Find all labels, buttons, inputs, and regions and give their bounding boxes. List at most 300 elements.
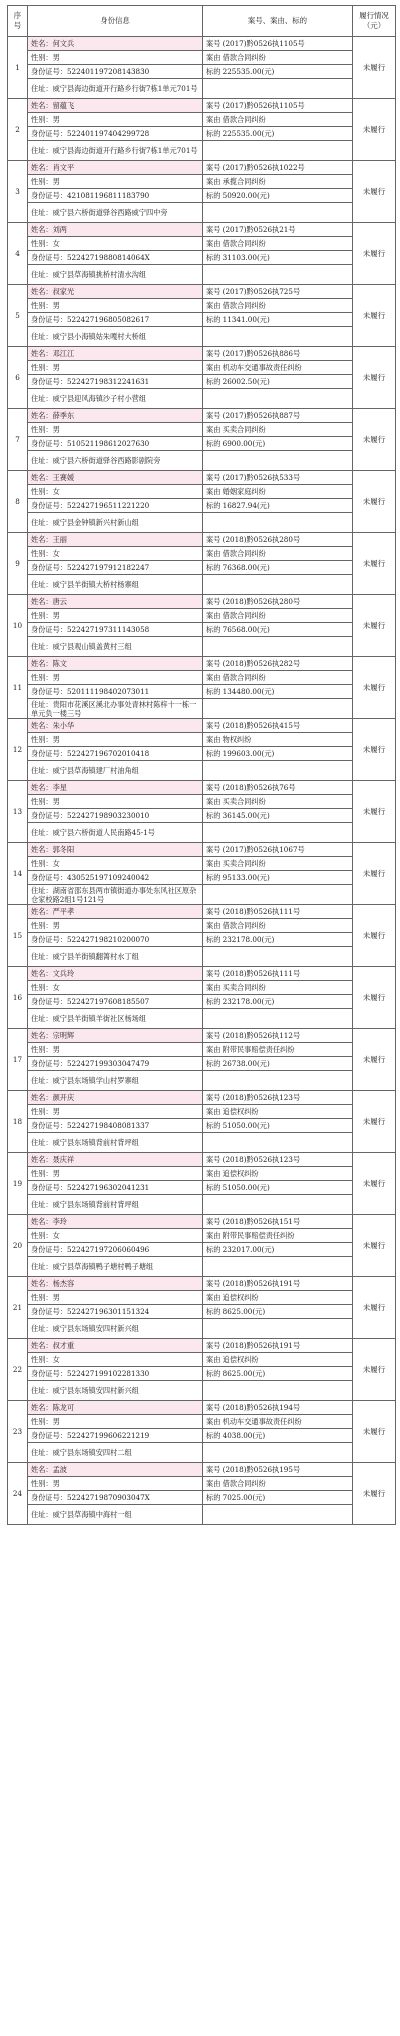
- header-case: 案号、案由、标的: [203, 6, 353, 37]
- record-status-cell: [353, 471, 396, 533]
- record-empty-cell: [203, 947, 353, 967]
- record-cause: 案由 承揽合同纠纷: [203, 175, 353, 189]
- record-case-number: 案号 (2017)黔0526执1105号: [203, 37, 353, 51]
- record-address: 住址：威宁县东场镇背前村背坪组: [28, 1195, 203, 1215]
- record-name: 姓名：杨杰容: [28, 1277, 203, 1291]
- record-row: [8, 1105, 396, 1119]
- record-cause: 案由 借款合同纠纷: [203, 919, 353, 933]
- record-id-number: 身份证号：522427198312241631: [28, 375, 203, 389]
- record-name: 姓名：叔家光: [28, 285, 203, 299]
- record-empty-cell: [203, 1009, 353, 1029]
- record-id-number: 身份证号：421081196811183790: [28, 189, 203, 203]
- record-status: 未履行: [362, 435, 386, 444]
- record-row: [8, 1195, 396, 1215]
- record-row: [8, 1243, 396, 1257]
- record-row: [8, 1029, 396, 1043]
- record-empty-cell: [203, 885, 353, 905]
- record-row: [8, 905, 396, 919]
- record-name: 姓名：严平孝: [28, 905, 203, 919]
- record-row: [8, 1043, 396, 1057]
- record-row: [8, 113, 396, 127]
- record-row: [8, 361, 396, 375]
- record-status: 未履行: [362, 497, 386, 506]
- record-case-number: 案号 (2017)黔0526执886号: [203, 347, 353, 361]
- record-empty-cell: [203, 1071, 353, 1091]
- record-cause: 案由 机动车交通事故责任纠纷: [203, 361, 353, 375]
- record-address: 住址：威宁县东场镇安四村新兴组: [28, 1381, 203, 1401]
- record-amount: 标的 76368.00(元): [203, 561, 353, 575]
- record-id-number: 身份证号：52242719870903047X: [28, 1491, 203, 1505]
- record-cause: 案由 买卖合同纠纷: [203, 857, 353, 871]
- record-status: 未履行: [362, 187, 386, 196]
- record-row: [8, 251, 396, 265]
- record-status-cell: [353, 657, 396, 719]
- record-row: [8, 857, 396, 871]
- record-cause: 案由 附带民事赔偿责任纠纷: [203, 1043, 353, 1057]
- record-row: [8, 1229, 396, 1243]
- record-row: [8, 285, 396, 299]
- record-row: [8, 1091, 396, 1105]
- record-seq: 17: [8, 1029, 28, 1091]
- record-cause: 案由 借款合同纠纷: [203, 299, 353, 313]
- record-name: 姓名：陈文: [28, 657, 203, 671]
- record-gender: 性别：男: [28, 1105, 203, 1119]
- record-name: 姓名：陈龙可: [28, 1401, 203, 1415]
- record-row: [8, 51, 396, 65]
- record-name: 姓名：留蕴飞: [28, 99, 203, 113]
- record-cause: 案由 婚姻家庭纠纷: [203, 485, 353, 499]
- record-status-cell: [353, 409, 396, 471]
- record-empty-cell: [203, 575, 353, 595]
- record-row: [8, 719, 396, 733]
- record-status-cell: [353, 223, 396, 285]
- record-cause: 案由 追偿权纠纷: [203, 1353, 353, 1367]
- record-row: [8, 37, 396, 51]
- record-id-number: 身份证号：522427196702010418: [28, 747, 203, 761]
- record-address: 住址：威宁县海边街道开行路乡行街7栋1单元701号: [28, 79, 203, 99]
- record-name: 姓名：肖文平: [28, 161, 203, 175]
- record-seq: 19: [8, 1153, 28, 1215]
- record-row: [8, 99, 396, 113]
- record-row: [8, 1477, 396, 1491]
- record-case-number: 案号 (2017)黔0526执21号: [203, 223, 353, 237]
- record-amount: 标的 36145.00(元): [203, 809, 353, 823]
- record-status-cell: [353, 1215, 396, 1277]
- record-cause: 案由 追偿权纠纷: [203, 1105, 353, 1119]
- record-gender: 性别：男: [28, 1167, 203, 1181]
- record-seq: 9: [8, 533, 28, 595]
- record-id-number: 身份证号：510521198612027630: [28, 437, 203, 451]
- record-row: [8, 637, 396, 657]
- record-status-cell: [353, 99, 396, 161]
- record-row: [8, 885, 396, 905]
- record-row: [8, 781, 396, 795]
- record-row: [8, 609, 396, 623]
- record-status-cell: [353, 285, 396, 347]
- header-info: 身份信息: [28, 6, 203, 37]
- record-row: [8, 1071, 396, 1091]
- record-status: 未履行: [362, 1489, 386, 1498]
- record-gender: 性别：男: [28, 423, 203, 437]
- record-row: [8, 981, 396, 995]
- record-cause: 案由 追偿权纠纷: [203, 1167, 353, 1181]
- record-address: 住址：威宁县东场镇安四村二组: [28, 1443, 203, 1463]
- record-case-number: 案号 (2018)黔0526执123号: [203, 1153, 353, 1167]
- record-case-number: 案号 (2017)黔0526执1105号: [203, 99, 353, 113]
- record-id-number: 身份证号：522427196302041231: [28, 1181, 203, 1195]
- record-name: 姓名：王赛媛: [28, 471, 203, 485]
- record-row: [8, 1133, 396, 1153]
- record-row: [8, 933, 396, 947]
- record-address: 住址：威宁县东场镇学山村罗寨组: [28, 1071, 203, 1091]
- record-row: [8, 79, 396, 99]
- record-cause: 案由 借款合同纠纷: [203, 1477, 353, 1491]
- record-address: 住址：威宁县东场镇安四村新兴组: [28, 1319, 203, 1339]
- record-seq: 11: [8, 657, 28, 719]
- record-empty-cell: [203, 1319, 353, 1339]
- record-address: 住址：威宁县羊街镇羊街社区杨场组: [28, 1009, 203, 1029]
- record-seq: 15: [8, 905, 28, 967]
- record-address: 住址：威宁县六桥街道驿谷西路威宁四中旁: [28, 203, 203, 223]
- record-empty-cell: [203, 513, 353, 533]
- record-address: 住址：威宁县六桥街道驿谷西路影剧院旁: [28, 451, 203, 471]
- record-amount: 标的 31103.00(元): [203, 251, 353, 265]
- record-case-number: 案号 (2018)黔0526执282号: [203, 657, 353, 671]
- record-seq: 4: [8, 223, 28, 285]
- record-amount: 标的 7025.00(元): [203, 1491, 353, 1505]
- record-name: 姓名：唐云: [28, 595, 203, 609]
- record-status: 未履行: [362, 249, 386, 258]
- record-status-cell: [353, 967, 396, 1029]
- record-status-cell: [353, 1277, 396, 1339]
- record-id-number: 身份证号：522427198903230010: [28, 809, 203, 823]
- record-name: 姓名：朱小华: [28, 719, 203, 733]
- record-status: 未履行: [362, 1055, 386, 1064]
- record-seq: 14: [8, 843, 28, 905]
- record-row: [8, 823, 396, 843]
- record-gender: 性别：男: [28, 1477, 203, 1491]
- record-empty-cell: [203, 823, 353, 843]
- record-empty-cell: [203, 1257, 353, 1277]
- record-name: 姓名：文兵玲: [28, 967, 203, 981]
- record-row: [8, 1381, 396, 1401]
- record-case-number: 案号 (2018)黔0526执111号: [203, 967, 353, 981]
- record-amount: 标的 26002.50(元): [203, 375, 353, 389]
- record-row: [8, 1181, 396, 1195]
- record-gender: 性别：男: [28, 51, 203, 65]
- record-status-cell: [353, 347, 396, 409]
- record-name: 姓名：薛季东: [28, 409, 203, 423]
- record-row: [8, 1057, 396, 1071]
- record-status: 未履行: [362, 869, 386, 878]
- record-row: [8, 65, 396, 79]
- record-gender: 性别：男: [28, 733, 203, 747]
- record-address: 住址：威宁县六桥街道人民南路45-1号: [28, 823, 203, 843]
- record-row: [8, 623, 396, 637]
- record-empty-cell: [203, 761, 353, 781]
- record-gender: 性别：女: [28, 1353, 203, 1367]
- record-status: 未履行: [362, 63, 386, 72]
- record-seq: 3: [8, 161, 28, 223]
- record-row: [8, 561, 396, 575]
- record-id-number: 身份证号：522427198408081337: [28, 1119, 203, 1133]
- record-address: 住址：威宁县草海镇鸭子塘村鸭子塘组: [28, 1257, 203, 1277]
- record-row: [8, 409, 396, 423]
- record-row: [8, 485, 396, 499]
- record-amount: 标的 11341.00(元): [203, 313, 353, 327]
- record-seq: 13: [8, 781, 28, 843]
- record-row: [8, 1401, 396, 1415]
- record-empty-cell: [203, 327, 353, 347]
- record-gender: 性别：男: [28, 671, 203, 685]
- record-row: [8, 747, 396, 761]
- record-status: 未履行: [362, 1241, 386, 1250]
- record-case-number: 案号 (2018)黔0526执415号: [203, 719, 353, 733]
- record-name: 姓名：何文兵: [28, 37, 203, 51]
- record-row: [8, 513, 396, 533]
- record-amount: 标的 95133.00(元): [203, 871, 353, 885]
- record-address: 住址：威宁县草海镇建厂村油角组: [28, 761, 203, 781]
- record-gender: 性别：女: [28, 485, 203, 499]
- record-gender: 性别：男: [28, 1291, 203, 1305]
- record-name: 姓名：孟波: [28, 1463, 203, 1477]
- record-amount: 标的 76568.00(元): [203, 623, 353, 637]
- record-row: [8, 1429, 396, 1443]
- record-empty-cell: [203, 451, 353, 471]
- record-amount: 标的 232178.00(元): [203, 933, 353, 947]
- header-row: [8, 6, 396, 37]
- record-empty-cell: [203, 1505, 353, 1525]
- record-gender: 性别：女: [28, 1229, 203, 1243]
- record-seq: 16: [8, 967, 28, 1029]
- record-empty-cell: [203, 1381, 353, 1401]
- record-address: 住址：威宁县羊街镇大桥村杨寨组: [28, 575, 203, 595]
- record-row: [8, 685, 396, 699]
- record-gender: 性别：男: [28, 795, 203, 809]
- record-address: 住址：威宁县草海镇中海村一组: [28, 1505, 203, 1525]
- record-amount: 标的 225535.00(元): [203, 127, 353, 141]
- record-status-cell: [353, 843, 396, 905]
- record-row: [8, 237, 396, 251]
- record-status-cell: [353, 1463, 396, 1525]
- record-seq: 12: [8, 719, 28, 781]
- record-status: 未履行: [362, 1365, 386, 1374]
- record-amount: 标的 4038.00(元): [203, 1429, 353, 1443]
- record-case-number: 案号 (2018)黔0526执123号: [203, 1091, 353, 1105]
- record-seq: 23: [8, 1401, 28, 1463]
- record-seq: 5: [8, 285, 28, 347]
- record-row: [8, 1353, 396, 1367]
- record-row: [8, 313, 396, 327]
- record-row: [8, 1443, 396, 1463]
- record-case-number: 案号 (2018)黔0526执280号: [203, 595, 353, 609]
- record-row: [8, 451, 396, 471]
- record-cause: 案由 借款合同纠纷: [203, 547, 353, 561]
- record-row: [8, 1009, 396, 1029]
- record-status: 未履行: [362, 125, 386, 134]
- record-case-number: 案号 (2018)黔0526执151号: [203, 1215, 353, 1229]
- record-seq: 20: [8, 1215, 28, 1277]
- record-empty-cell: [203, 79, 353, 99]
- record-row: [8, 1491, 396, 1505]
- record-row: [8, 1305, 396, 1319]
- record-row: [8, 671, 396, 685]
- record-id-number: 身份证号：522427196805082617: [28, 313, 203, 327]
- record-row: [8, 1339, 396, 1353]
- record-row: [8, 1367, 396, 1381]
- record-address: 住址：威宁县小海镇姑朱嘎村大桥组: [28, 327, 203, 347]
- record-cause: 案由 借款合同纠纷: [203, 237, 353, 251]
- record-address: 住址：湖南省邵东县两市镇街道办事处东风社区原杂仓家校路2组1号121号: [28, 885, 203, 905]
- record-id-number: 身份证号：522427196301151324: [28, 1305, 203, 1319]
- record-row: [8, 967, 396, 981]
- record-row: [8, 347, 396, 361]
- record-amount: 标的 51050.00(元): [203, 1181, 353, 1195]
- record-amount: 标的 51050.00(元): [203, 1119, 353, 1133]
- record-name: 姓名：宗明辉: [28, 1029, 203, 1043]
- header-seq: 序号: [8, 6, 28, 37]
- record-cause: 案由 追偿权纠纷: [203, 1291, 353, 1305]
- record-row: [8, 947, 396, 967]
- record-row: [8, 1119, 396, 1133]
- record-status: 未履行: [362, 931, 386, 940]
- record-row: [8, 437, 396, 451]
- record-id-number: 身份证号：522401197208143830: [28, 65, 203, 79]
- record-address: 住址：威宁县东场镇背前村背坪组: [28, 1133, 203, 1153]
- record-row: [8, 575, 396, 595]
- record-id-number: 身份证号：52242719880814064X: [28, 251, 203, 265]
- record-amount: 标的 199603.00(元): [203, 747, 353, 761]
- record-name: 姓名：郭冬阳: [28, 843, 203, 857]
- record-status: 未履行: [362, 807, 386, 816]
- record-amount: 标的 16827.94(元): [203, 499, 353, 513]
- record-case-number: 案号 (2018)黔0526执194号: [203, 1401, 353, 1415]
- record-id-number: 身份证号：430525197109240042: [28, 871, 203, 885]
- record-name: 姓名：邓江江: [28, 347, 203, 361]
- record-cause: 案由 附带民事赔偿责任纠纷: [203, 1229, 353, 1243]
- record-case-number: 案号 (2017)黔0526执1067号: [203, 843, 353, 857]
- record-status-cell: [353, 905, 396, 967]
- record-id-number: 身份证号：522427197608185507: [28, 995, 203, 1009]
- record-name: 姓名：李星: [28, 781, 203, 795]
- record-gender: 性别：女: [28, 547, 203, 561]
- record-seq: 1: [8, 37, 28, 99]
- record-empty-cell: [203, 1195, 353, 1215]
- record-case-number: 案号 (2018)黔0526执191号: [203, 1277, 353, 1291]
- record-status: 未履行: [362, 745, 386, 754]
- record-case-number: 案号 (2018)黔0526执191号: [203, 1339, 353, 1353]
- record-amount: 标的 50920.00(元): [203, 189, 353, 203]
- record-case-number: 案号 (2018)黔0526执112号: [203, 1029, 353, 1043]
- record-row: [8, 699, 396, 719]
- record-row: [8, 595, 396, 609]
- record-case-number: 案号 (2017)黔0526执725号: [203, 285, 353, 299]
- record-cause: 案由 机动车交通事故责任纠纷: [203, 1415, 353, 1429]
- record-status: 未履行: [362, 1303, 386, 1312]
- record-gender: 性别：男: [28, 1043, 203, 1057]
- record-row: [8, 1505, 396, 1525]
- record-row: [8, 1319, 396, 1339]
- record-row: [8, 389, 396, 409]
- record-status-cell: [353, 1339, 396, 1401]
- record-case-number: 案号 (2018)黔0526执280号: [203, 533, 353, 547]
- record-id-number: 身份证号：522427199606221219: [28, 1429, 203, 1443]
- record-gender: 性别：男: [28, 299, 203, 313]
- record-row: [8, 299, 396, 313]
- record-amount: 标的 6900.00(元): [203, 437, 353, 451]
- record-row: [8, 499, 396, 513]
- record-row: [8, 1167, 396, 1181]
- record-cause: 案由 借款合同纠纷: [203, 609, 353, 623]
- record-id-number: 身份证号：522427199102281330: [28, 1367, 203, 1381]
- record-seq: 6: [8, 347, 28, 409]
- record-cause: 案由 借款合同纠纷: [203, 113, 353, 127]
- record-status-cell: [353, 1401, 396, 1463]
- record-status-cell: [353, 1091, 396, 1153]
- record-amount: 标的 225535.00(元): [203, 65, 353, 79]
- record-gender: 性别：男: [28, 361, 203, 375]
- record-empty-cell: [203, 637, 353, 657]
- record-address: 住址：威宁县观山镇盖黄村三组: [28, 637, 203, 657]
- record-id-number: 身份证号：522427196511221220: [28, 499, 203, 513]
- record-cause: 案由 买卖合同纠纷: [203, 795, 353, 809]
- record-row: [8, 189, 396, 203]
- record-case-number: 案号 (2017)黔0526执1022号: [203, 161, 353, 175]
- record-cause: 案由 买卖合同纠纷: [203, 981, 353, 995]
- record-gender: 性别：女: [28, 857, 203, 871]
- record-empty-cell: [203, 699, 353, 719]
- record-seq: 2: [8, 99, 28, 161]
- record-row: [8, 127, 396, 141]
- record-status: 未履行: [362, 1427, 386, 1436]
- record-row: [8, 1291, 396, 1305]
- record-seq: 21: [8, 1277, 28, 1339]
- record-id-number: 身份证号：522401197404299728: [28, 127, 203, 141]
- record-address: 住址：威宁县金钟镇新兴村新山组: [28, 513, 203, 533]
- record-address: 住址：贵阳市花溪区溪北办事处青林村陈梓十一栋一单元负一楼三号: [28, 699, 203, 719]
- record-amount: 标的 232178.00(元): [203, 995, 353, 1009]
- record-cause: 案由 买卖合同纠纷: [203, 423, 353, 437]
- record-seq: 22: [8, 1339, 28, 1401]
- record-row: [8, 1277, 396, 1291]
- record-name: 姓名：叔才重: [28, 1339, 203, 1353]
- record-row: [8, 1415, 396, 1429]
- record-case-number: 案号 (2017)黔0526执533号: [203, 471, 353, 485]
- record-status: 未履行: [362, 1179, 386, 1188]
- record-empty-cell: [203, 1443, 353, 1463]
- record-address: 住址：威宁县迎风海镇沙子村小营组: [28, 389, 203, 409]
- record-status: 未履行: [362, 993, 386, 1002]
- record-row: [8, 141, 396, 161]
- record-row: [8, 423, 396, 437]
- record-id-number: 身份证号：522427197912182247: [28, 561, 203, 575]
- record-seq: 18: [8, 1091, 28, 1153]
- record-status: 未履行: [362, 1117, 386, 1126]
- record-gender: 性别：男: [28, 113, 203, 127]
- table-body: [8, 37, 396, 1525]
- record-row: [8, 1153, 396, 1167]
- record-name: 姓名：王丽: [28, 533, 203, 547]
- record-empty-cell: [203, 265, 353, 285]
- record-status: 未履行: [362, 621, 386, 630]
- record-address: 住址：威宁县羊街镇翻箐村水丁组: [28, 947, 203, 967]
- record-status-cell: [353, 781, 396, 843]
- record-cause: 案由 物权纠纷: [203, 733, 353, 747]
- record-gender: 性别：女: [28, 237, 203, 251]
- record-gender: 性别：女: [28, 981, 203, 995]
- header-status: 履行情况（元）: [353, 6, 396, 37]
- record-row: [8, 471, 396, 485]
